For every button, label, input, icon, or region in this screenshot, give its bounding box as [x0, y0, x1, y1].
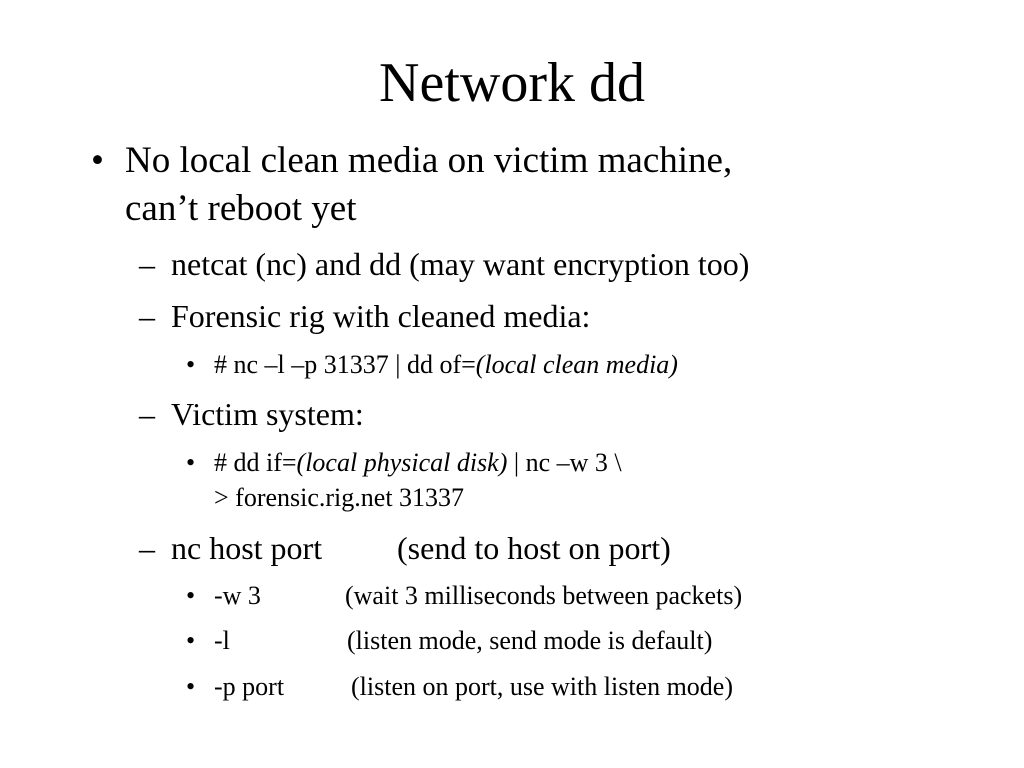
option-l-description: (listen mode, send mode is default) — [347, 626, 713, 655]
bullet-icon: • — [186, 350, 196, 379]
sub-item-forensic-rig-text: Forensic rig with cleaned media: — [171, 298, 591, 334]
nc-host-port-description: (send to host on port) — [397, 530, 671, 566]
bullet-icon: • — [91, 140, 104, 181]
option-item-p — [186, 670, 734, 704]
option-p-flag: -p port — [214, 672, 285, 701]
slide-title: Network dd — [379, 52, 645, 114]
option-w-flag: -w 3 — [214, 581, 261, 610]
sub-item-netcat — [139, 244, 750, 284]
option-w-description: (wait 3 milliseconds between packets) — [345, 581, 743, 610]
sub-item-nc-host-port — [139, 528, 671, 568]
dash-icon: – — [139, 246, 155, 282]
bullet-icon: • — [186, 672, 196, 701]
dash-icon: – — [139, 530, 155, 566]
bullet-item-1-text-continued: can’t reboot yet — [125, 188, 357, 229]
option-p-description: (listen on port, use with listen mode) — [351, 672, 734, 701]
bullet-item-1-line1 — [91, 137, 733, 185]
sub-item-netcat-text: netcat (nc) and dd (may want encryption too) — [171, 246, 750, 282]
option-item-l — [186, 624, 713, 658]
sub-item-victim-system — [139, 394, 364, 434]
subsub-item-dd-command-line2 — [214, 481, 464, 515]
bullet-item-1-line2 — [125, 185, 357, 233]
bullet-item-1-text: No local clean media on victim machine, — [125, 140, 733, 181]
dash-icon: – — [139, 396, 155, 432]
sub-item-forensic-rig — [139, 296, 591, 336]
bullet-icon: • — [186, 581, 196, 610]
listen-command-text: # nc –l –p 31337 | dd of= — [214, 350, 476, 379]
option-item-w — [186, 579, 743, 613]
dd-command-suffix: | nc –w 3 \ — [507, 448, 622, 477]
nc-host-port-syntax: nc host port — [171, 530, 323, 566]
option-l-flag: -l — [214, 626, 230, 655]
dash-icon: – — [139, 298, 155, 334]
dd-command-text: # dd if= — [214, 448, 297, 477]
bullet-icon: • — [186, 626, 196, 655]
dd-command-italic: (local physical disk) — [296, 448, 508, 477]
bullet-icon: • — [186, 448, 196, 477]
subsub-item-dd-command — [186, 446, 622, 480]
sub-item-victim-system-text: Victim system: — [171, 396, 364, 432]
dd-command-continued: > forensic.rig.net 31337 — [214, 483, 465, 512]
subsub-item-listen-command — [186, 348, 678, 382]
listen-command-italic: (local clean media) — [475, 350, 678, 379]
